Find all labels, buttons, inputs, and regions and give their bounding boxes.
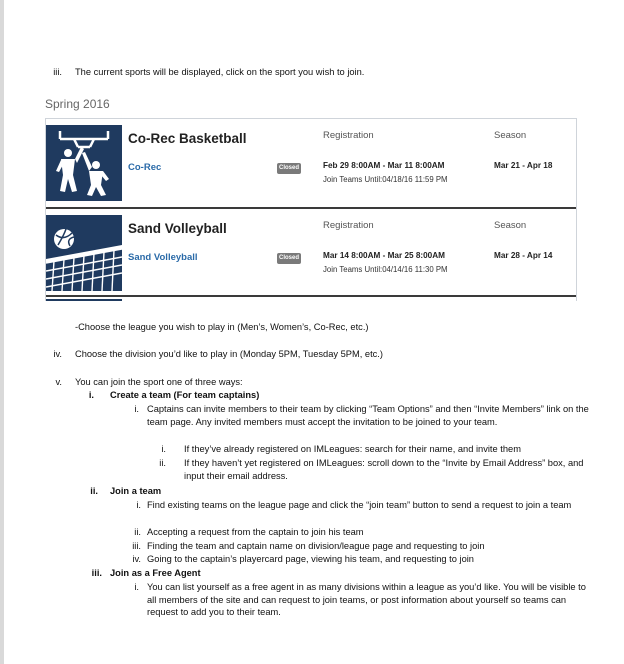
- choose-league-text: -Choose the league you wish to play in (Men’s, Women’s, Co-Rec, etc.): [75, 322, 369, 332]
- season-header: Season: [494, 220, 527, 231]
- way-2-item-number: ii.: [134, 527, 141, 537]
- way-3-title: Join as a Free Agent: [110, 568, 201, 578]
- way-2-number: ii.: [90, 486, 98, 496]
- way-1-sub-ii-text: If they haven’t yet registered on IMLeagues: scroll down to the “Invite by Email Address” box, and input their email address.: [184, 458, 584, 481]
- status-badge: Closed: [277, 253, 301, 264]
- way-3-number: iii.: [91, 568, 102, 578]
- registration-dates: Feb 29 8:00AM - Mar 11 8:00AM: [323, 161, 445, 170]
- way-1-number: i.: [88, 390, 94, 400]
- step-v-text: You can join the sport one of three ways:: [75, 377, 243, 387]
- season-label: Spring 2016: [45, 97, 110, 111]
- sport-card[interactable]: [46, 119, 576, 207]
- sport-name[interactable]: Sand Volleyball: [128, 221, 227, 236]
- step-iii-text: The current sports will be displayed, click on the sport you wish to join.: [75, 67, 365, 77]
- step-iii-number: iii.: [53, 67, 62, 77]
- basketball-icon: [46, 125, 122, 201]
- way-3-item-text: You can list yourself as a free agent in as many divisions within a league as you’d like. You will be visible to all members of the site and can request to join teams, or post information about yourself so teams can request to add you to their team.: [147, 582, 586, 618]
- season-dates: Mar 28 - Apr 14: [494, 251, 553, 260]
- way-1-sub-i-number: i.: [161, 444, 166, 454]
- way-2-item-text: Find existing teams on the league page and click the “join team” button to send a request to join a team: [147, 500, 572, 510]
- sport-icon-partial: [46, 299, 122, 301]
- way-2-title: Join a team: [110, 486, 162, 496]
- way-1-sub-ii-number: ii.: [159, 458, 166, 468]
- status-badge: Closed: [277, 163, 301, 174]
- sports-list: [45, 118, 577, 301]
- way-2-item-number: i.: [136, 500, 141, 510]
- sport-card-partial: [46, 295, 576, 301]
- step-v-number: v.: [55, 377, 62, 387]
- join-teams-until: Join Teams Until:04/14/16 11:30 PM: [323, 265, 448, 274]
- season-header: Season: [494, 130, 527, 141]
- sport-name[interactable]: Co-Rec Basketball: [128, 131, 247, 146]
- join-teams-until: Join Teams Until:04/18/16 11:59 PM: [323, 175, 448, 184]
- way-3-item-number: i.: [134, 582, 139, 592]
- page-edge: [0, 0, 4, 664]
- way-1-sub-i-text: If they’ve already registered on IMLeagues: search for their name, and invite them: [184, 444, 521, 454]
- volleyball-icon: [46, 215, 122, 291]
- league-link[interactable]: Sand Volleyball: [128, 252, 198, 263]
- league-link[interactable]: Co-Rec: [128, 162, 162, 173]
- way-1-title: Create a team (For team captains): [110, 390, 260, 400]
- way-2-item-number: iii.: [132, 541, 141, 551]
- way-1-item-number: i.: [134, 404, 139, 414]
- step-iv-number: iv.: [53, 349, 62, 359]
- way-2-item-text: Finding the team and captain name on division/league page and requesting to join: [147, 541, 485, 551]
- way-2-item-text: Going to the captain’s playercard page, viewing his team, and requesting to join: [147, 554, 474, 564]
- way-2-item-text: Accepting a request from the captain to join his team: [147, 527, 364, 537]
- season-dates: Mar 21 - Apr 18: [494, 161, 553, 170]
- registration-dates: Mar 14 8:00AM - Mar 25 8:00AM: [323, 251, 445, 260]
- registration-header: Registration: [323, 220, 374, 231]
- step-iv-text: Choose the division you’d like to play in (Monday 5PM, Tuesday 5PM, etc.): [75, 349, 383, 359]
- way-2-item-number: iv.: [132, 554, 141, 564]
- registration-header: Registration: [323, 130, 374, 141]
- way-1-item-text: Captains can invite members to their team by clicking “Team Options” and then “Invite Members” link on the team page. Any invited members must accept the invitation to be joined to your team.: [147, 404, 589, 427]
- sport-card[interactable]: [46, 207, 576, 297]
